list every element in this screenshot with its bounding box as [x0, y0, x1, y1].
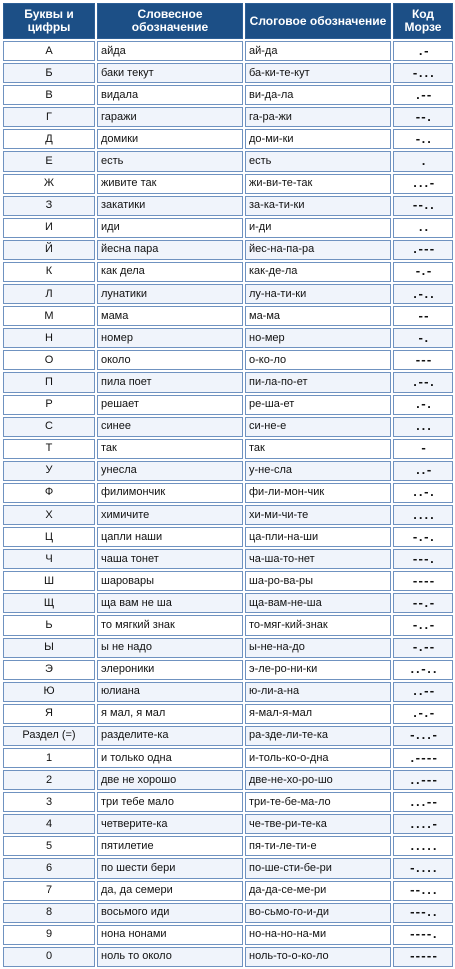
cell-symbol: Э: [3, 660, 95, 680]
table-row: [3, 814, 453, 834]
cell-morse-code: .-.: [393, 395, 453, 415]
cell-syllables: я-мал-я-мал: [245, 704, 391, 724]
cell-symbol: Ы: [3, 638, 95, 658]
table-row: [3, 350, 453, 370]
cell-syllables: три-те-бе-ма-ло: [245, 792, 391, 812]
cell-symbol: 8: [3, 903, 95, 923]
cell-word: да, да семери: [97, 881, 243, 901]
cell-syllables: у-не-сла: [245, 461, 391, 481]
table-row: [3, 483, 453, 503]
cell-word: закатики: [97, 196, 243, 216]
cell-syllables: че-тве-ри-те-ка: [245, 814, 391, 834]
table-body: [3, 41, 453, 967]
cell-symbol: Т: [3, 439, 95, 459]
cell-word: решает: [97, 395, 243, 415]
cell-syllables: за-ка-ти-ки: [245, 196, 391, 216]
table-row: [3, 129, 453, 149]
cell-word: элероники: [97, 660, 243, 680]
table-row: [3, 527, 453, 547]
cell-morse-code: -----: [393, 947, 453, 967]
cell-symbol: Ю: [3, 682, 95, 702]
cell-word: домики: [97, 129, 243, 149]
cell-symbol: Л: [3, 284, 95, 304]
header-morse-code: Код Морзе: [393, 3, 453, 39]
cell-word: есть: [97, 151, 243, 171]
table-row: [3, 770, 453, 790]
cell-morse-code: .--.: [393, 372, 453, 392]
cell-morse-code: -.: [393, 328, 453, 348]
cell-symbol: Х: [3, 505, 95, 525]
cell-symbol: Я: [3, 704, 95, 724]
header-word-designation: Словесное обозначение: [97, 3, 243, 39]
cell-syllables: ай-да: [245, 41, 391, 61]
cell-word: цапли наши: [97, 527, 243, 547]
table-row: [3, 174, 453, 194]
cell-word: унесла: [97, 461, 243, 481]
table-row: [3, 262, 453, 282]
cell-syllables: э-ле-ро-ни-ки: [245, 660, 391, 680]
table-row: [3, 505, 453, 525]
cell-morse-code: -.-.: [393, 527, 453, 547]
cell-morse-code: ..: [393, 218, 453, 238]
cell-word: гаражи: [97, 107, 243, 127]
cell-word: баки текут: [97, 63, 243, 83]
cell-word: ы не надо: [97, 638, 243, 658]
cell-word: шаровары: [97, 571, 243, 591]
cell-morse-code: -: [393, 439, 453, 459]
cell-word: пятилетие: [97, 836, 243, 856]
cell-word: я мал, я мал: [97, 704, 243, 724]
cell-syllables: ца-пли-на-ши: [245, 527, 391, 547]
cell-morse-code: ....: [393, 505, 453, 525]
cell-symbol: З: [3, 196, 95, 216]
cell-syllables: га-ра-жи: [245, 107, 391, 127]
table-row: [3, 284, 453, 304]
cell-symbol: Раздел (=): [3, 726, 95, 746]
table-row: [3, 792, 453, 812]
cell-word: две не хорошо: [97, 770, 243, 790]
morse-table-container: [1, 1, 453, 969]
cell-symbol: 1: [3, 748, 95, 768]
table-row: [3, 748, 453, 768]
cell-symbol: И: [3, 218, 95, 238]
cell-symbol: Ж: [3, 174, 95, 194]
cell-word: филимончик: [97, 483, 243, 503]
cell-symbol: Ш: [3, 571, 95, 591]
cell-syllables: то-мяг-кий-знак: [245, 615, 391, 635]
table-row: [3, 881, 453, 901]
cell-morse-code: -....: [393, 858, 453, 878]
table-row: [3, 836, 453, 856]
cell-syllables: ви-да-ла: [245, 85, 391, 105]
cell-word: видала: [97, 85, 243, 105]
cell-syllables: и-ди: [245, 218, 391, 238]
cell-symbol: 3: [3, 792, 95, 812]
cell-syllables: но-на-но-на-ми: [245, 925, 391, 945]
cell-syllables: две-не-хо-ро-шо: [245, 770, 391, 790]
cell-symbol: В: [3, 85, 95, 105]
cell-symbol: Щ: [3, 593, 95, 613]
header-letters-digits: Буквы и цифры: [3, 3, 95, 39]
cell-syllables: ща-вам-не-ша: [245, 593, 391, 613]
cell-syllables: ноль-то-о-ко-ло: [245, 947, 391, 967]
table-row: [3, 240, 453, 260]
cell-symbol: 5: [3, 836, 95, 856]
cell-morse-code: --.: [393, 107, 453, 127]
cell-morse-code: .--: [393, 85, 453, 105]
cell-syllables: ы-не-на-до: [245, 638, 391, 658]
cell-morse-code: -.--: [393, 638, 453, 658]
cell-morse-code: .: [393, 151, 453, 171]
table-row: [3, 417, 453, 437]
cell-morse-code: ..-.: [393, 483, 453, 503]
cell-word: айда: [97, 41, 243, 61]
cell-morse-code: ----: [393, 571, 453, 591]
cell-morse-code: ...--: [393, 792, 453, 812]
cell-symbol: Н: [3, 328, 95, 348]
table-header: [3, 3, 453, 39]
cell-symbol: М: [3, 306, 95, 326]
table-row: [3, 41, 453, 61]
table-row: [3, 218, 453, 238]
cell-syllables: жи-ви-те-так: [245, 174, 391, 194]
cell-syllables: о-ко-ло: [245, 350, 391, 370]
cell-morse-code: ..-: [393, 461, 453, 481]
cell-syllables: пи-ла-по-ет: [245, 372, 391, 392]
table-row: [3, 85, 453, 105]
table-row: [3, 593, 453, 613]
cell-morse-code: --..: [393, 196, 453, 216]
cell-word: как дела: [97, 262, 243, 282]
cell-syllables: ма-ма: [245, 306, 391, 326]
cell-morse-code: -..-: [393, 615, 453, 635]
cell-syllables: есть: [245, 151, 391, 171]
cell-morse-code: -.-: [393, 262, 453, 282]
table-row: [3, 549, 453, 569]
cell-symbol: Д: [3, 129, 95, 149]
cell-morse-code: -...-: [393, 726, 453, 746]
table-row: [3, 306, 453, 326]
cell-morse-code: ..---: [393, 770, 453, 790]
table-row: [3, 726, 453, 746]
table-row: [3, 947, 453, 967]
cell-word: мама: [97, 306, 243, 326]
cell-syllables: пя-ти-ле-ти-е: [245, 836, 391, 856]
cell-morse-code: .-..: [393, 284, 453, 304]
cell-morse-code: --...: [393, 881, 453, 901]
cell-morse-code: --.-: [393, 593, 453, 613]
cell-syllables: но-мер: [245, 328, 391, 348]
cell-morse-code: .----: [393, 748, 453, 768]
cell-symbol: С: [3, 417, 95, 437]
table-row: [3, 638, 453, 658]
morse-table: [1, 1, 455, 969]
cell-syllables: йес-на-па-ра: [245, 240, 391, 260]
cell-morse-code: ---.: [393, 549, 453, 569]
cell-symbol: 4: [3, 814, 95, 834]
cell-syllables: так: [245, 439, 391, 459]
cell-word: восьмого иди: [97, 903, 243, 923]
cell-word: чаша тонет: [97, 549, 243, 569]
table-row: [3, 903, 453, 923]
table-row: [3, 196, 453, 216]
table-row: [3, 328, 453, 348]
cell-word: нона нонами: [97, 925, 243, 945]
cell-word: химичите: [97, 505, 243, 525]
cell-syllables: си-не-е: [245, 417, 391, 437]
cell-word: йесна пара: [97, 240, 243, 260]
cell-syllables: ча-ша-то-нет: [245, 549, 391, 569]
cell-symbol: Б: [3, 63, 95, 83]
table-row: [3, 395, 453, 415]
table-row: [3, 858, 453, 878]
cell-word: и только одна: [97, 748, 243, 768]
header-syllable-designation: Слоговое обозначение: [245, 3, 391, 39]
table-row: [3, 461, 453, 481]
cell-symbol: Р: [3, 395, 95, 415]
cell-syllables: как-де-ла: [245, 262, 391, 282]
cell-syllables: и-толь-ко-о-дна: [245, 748, 391, 768]
cell-word: лунатики: [97, 284, 243, 304]
cell-syllables: во-сьмо-го-и-ди: [245, 903, 391, 923]
cell-morse-code: ----.: [393, 925, 453, 945]
table-row: [3, 615, 453, 635]
cell-syllables: ю-ли-а-на: [245, 682, 391, 702]
cell-symbol: Ь: [3, 615, 95, 635]
table-row: [3, 151, 453, 171]
cell-word: то мягкий знак: [97, 615, 243, 635]
cell-symbol: Ф: [3, 483, 95, 503]
cell-symbol: А: [3, 41, 95, 61]
cell-word: иди: [97, 218, 243, 238]
cell-morse-code: .-.-: [393, 704, 453, 724]
cell-morse-code: ....-: [393, 814, 453, 834]
cell-word: разделите-ка: [97, 726, 243, 746]
cell-word: так: [97, 439, 243, 459]
cell-symbol: Ч: [3, 549, 95, 569]
cell-symbol: П: [3, 372, 95, 392]
cell-syllables: хи-ми-чи-те: [245, 505, 391, 525]
cell-symbol: 2: [3, 770, 95, 790]
cell-word: по шести бери: [97, 858, 243, 878]
cell-morse-code: .....: [393, 836, 453, 856]
cell-syllables: фи-ли-мон-чик: [245, 483, 391, 503]
table-row: [3, 63, 453, 83]
cell-morse-code: -..: [393, 129, 453, 149]
cell-morse-code: -...: [393, 63, 453, 83]
cell-morse-code: ..--: [393, 682, 453, 702]
cell-syllables: да-да-се-ме-ри: [245, 881, 391, 901]
cell-morse-code: .---: [393, 240, 453, 260]
header-row: [3, 3, 453, 39]
cell-word: около: [97, 350, 243, 370]
table-row: [3, 439, 453, 459]
cell-symbol: У: [3, 461, 95, 481]
cell-word: четверите-ка: [97, 814, 243, 834]
cell-syllables: до-ми-ки: [245, 129, 391, 149]
table-row: [3, 372, 453, 392]
cell-word: номер: [97, 328, 243, 348]
cell-symbol: К: [3, 262, 95, 282]
table-row: [3, 107, 453, 127]
cell-symbol: Ц: [3, 527, 95, 547]
cell-syllables: лу-на-ти-ки: [245, 284, 391, 304]
cell-morse-code: .-: [393, 41, 453, 61]
cell-syllables: ба-ки-те-кут: [245, 63, 391, 83]
cell-word: пила поет: [97, 372, 243, 392]
cell-word: ща вам не ша: [97, 593, 243, 613]
cell-morse-code: --: [393, 306, 453, 326]
cell-morse-code: ---..: [393, 903, 453, 923]
cell-morse-code: ..-..: [393, 660, 453, 680]
cell-symbol: Е: [3, 151, 95, 171]
cell-symbol: 7: [3, 881, 95, 901]
cell-symbol: 0: [3, 947, 95, 967]
table-row: [3, 660, 453, 680]
cell-symbol: Й: [3, 240, 95, 260]
cell-syllables: ра-зде-ли-те-ка: [245, 726, 391, 746]
table-row: [3, 571, 453, 591]
cell-syllables: по-ше-сти-бе-ри: [245, 858, 391, 878]
cell-symbol: Г: [3, 107, 95, 127]
cell-symbol: О: [3, 350, 95, 370]
table-row: [3, 925, 453, 945]
cell-morse-code: ---: [393, 350, 453, 370]
cell-morse-code: ...-: [393, 174, 453, 194]
cell-word: юлиана: [97, 682, 243, 702]
cell-morse-code: ...: [393, 417, 453, 437]
cell-word: живите так: [97, 174, 243, 194]
cell-word: ноль то около: [97, 947, 243, 967]
table-row: [3, 704, 453, 724]
cell-syllables: ре-ша-ет: [245, 395, 391, 415]
table-row: [3, 682, 453, 702]
cell-symbol: 6: [3, 858, 95, 878]
cell-symbol: 9: [3, 925, 95, 945]
cell-word: три тебе мало: [97, 792, 243, 812]
cell-word: синее: [97, 417, 243, 437]
cell-syllables: ша-ро-ва-ры: [245, 571, 391, 591]
